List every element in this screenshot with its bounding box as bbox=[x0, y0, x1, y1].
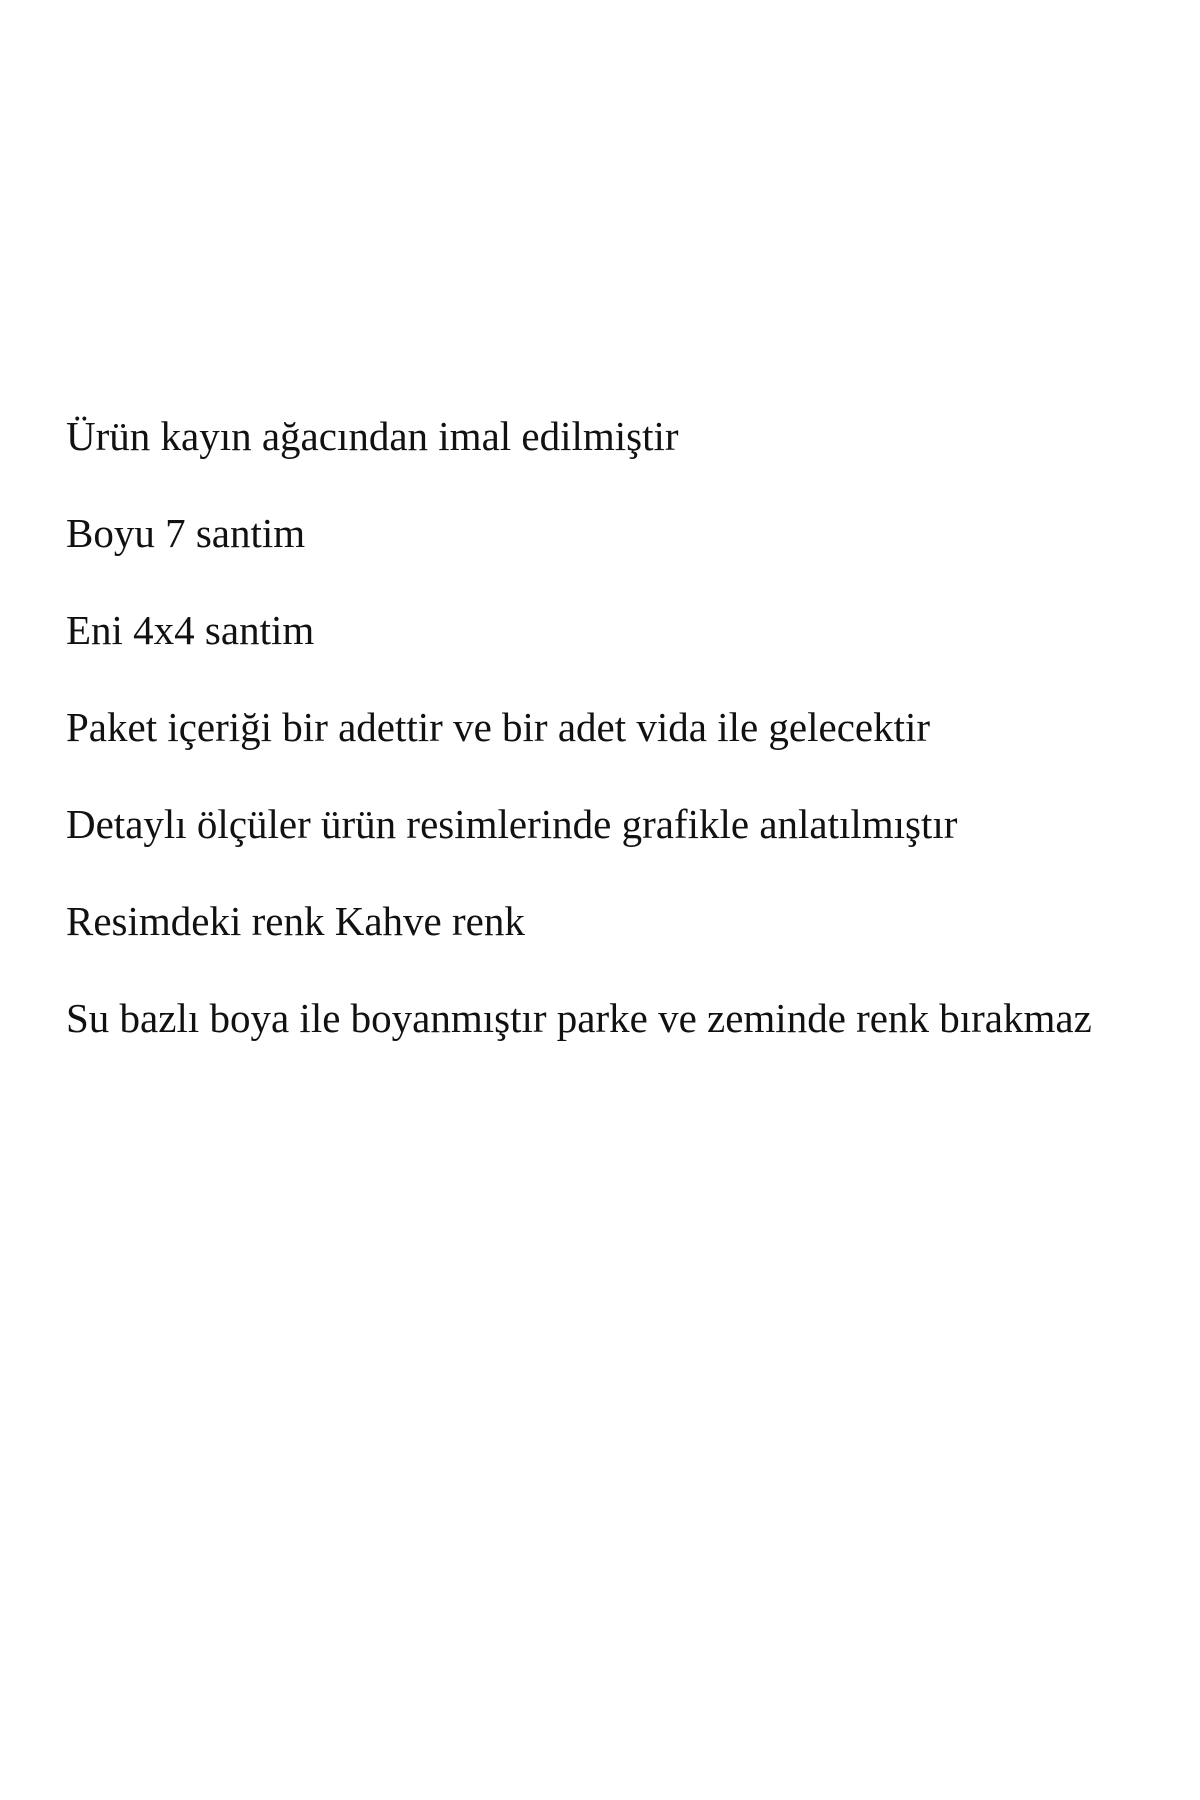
paint-note-line: Su bazlı boya ile boyanmıştır parke ve zeminde renk bırakmaz bbox=[66, 995, 1092, 1041]
material-line: Ürün kayın ağacından imal edilmiştir bbox=[66, 413, 679, 459]
color-line: Resimdeki renk Kahve renk bbox=[66, 898, 525, 944]
measurements-note-line: Detaylı ölçüler ürün resimlerinde grafikle anlatılmıştır bbox=[66, 801, 958, 847]
width-line: Eni 4x4 santim bbox=[66, 607, 315, 653]
package-contents-line: Paket içeriği bir adettir ve bir adet vida ile gelecektir bbox=[66, 704, 931, 750]
length-line: Boyu 7 santim bbox=[66, 510, 306, 556]
product-description bbox=[66, 412, 1166, 1091]
